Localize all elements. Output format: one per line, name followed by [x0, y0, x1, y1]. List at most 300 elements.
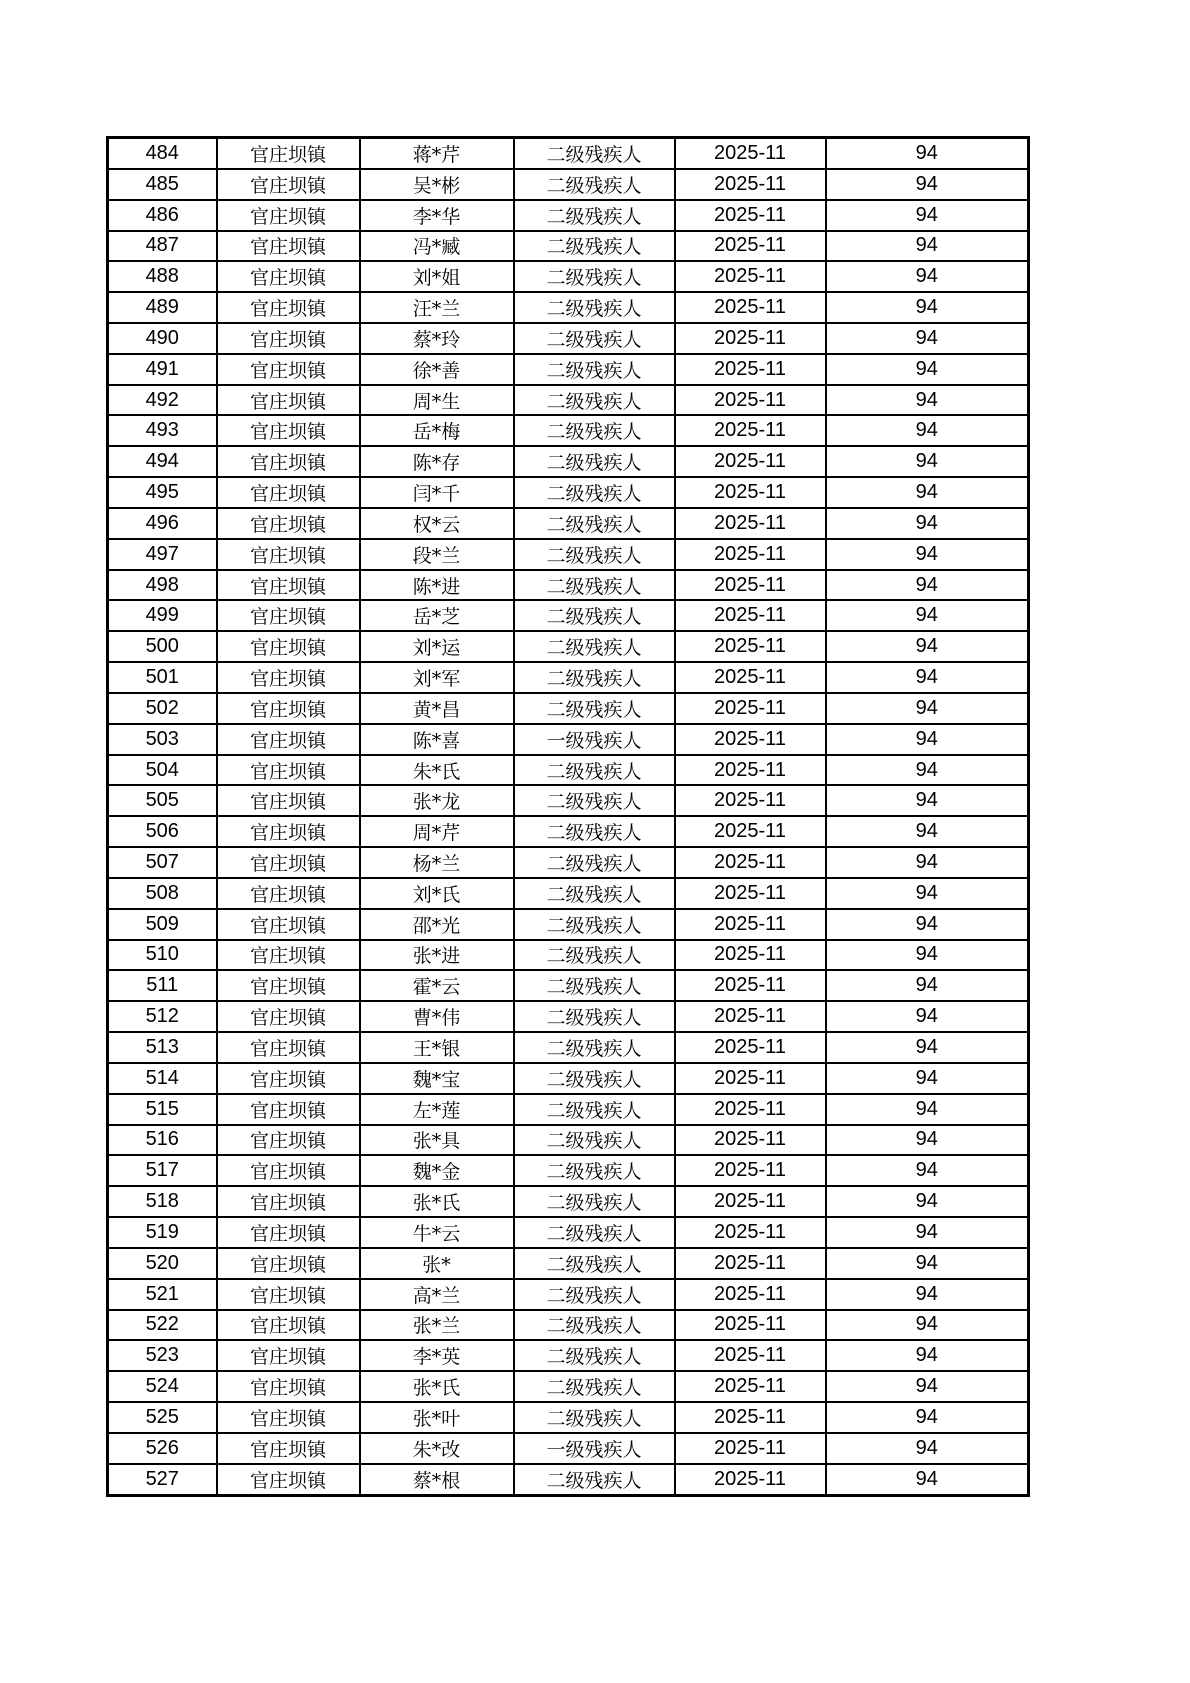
- cell-amount: 94: [826, 354, 1029, 385]
- cell-amount: 94: [826, 878, 1029, 909]
- cell-amount: 94: [826, 292, 1029, 323]
- table-row: [108, 1433, 1029, 1464]
- cell-category: 二级残疾人: [514, 1155, 675, 1186]
- table-row: [108, 1402, 1029, 1433]
- cell-town: 官庄坝镇: [217, 354, 360, 385]
- cell-category: 二级残疾人: [514, 169, 675, 200]
- cell-name: 刘*运: [360, 631, 514, 662]
- cell-category: 二级残疾人: [514, 1402, 675, 1433]
- cell-month: 2025-11: [675, 1340, 826, 1371]
- cell-no: 515: [108, 1094, 217, 1125]
- table-row: [108, 970, 1029, 1001]
- cell-amount: 94: [826, 1125, 1029, 1156]
- cell-amount: 94: [826, 1464, 1029, 1496]
- cell-name: 岳*芝: [360, 600, 514, 631]
- cell-month: 2025-11: [675, 539, 826, 570]
- cell-category: 二级残疾人: [514, 1217, 675, 1248]
- cell-month: 2025-11: [675, 662, 826, 693]
- cell-name: 段*兰: [360, 539, 514, 570]
- cell-category: 二级残疾人: [514, 539, 675, 570]
- cell-town: 官庄坝镇: [217, 755, 360, 786]
- cell-amount: 94: [826, 693, 1029, 724]
- cell-town: 官庄坝镇: [217, 477, 360, 508]
- table-row: [108, 169, 1029, 200]
- cell-name: 权*云: [360, 508, 514, 539]
- cell-no: 489: [108, 292, 217, 323]
- cell-category: 二级残疾人: [514, 1340, 675, 1371]
- table-row: [108, 1310, 1029, 1341]
- cell-month: 2025-11: [675, 1371, 826, 1402]
- cell-town: 官庄坝镇: [217, 1125, 360, 1156]
- cell-month: 2025-11: [675, 1248, 826, 1279]
- cell-month: 2025-11: [675, 1186, 826, 1217]
- cell-no: 490: [108, 323, 217, 354]
- cell-town: 官庄坝镇: [217, 169, 360, 200]
- cell-category: 二级残疾人: [514, 1125, 675, 1156]
- table-row: [108, 1371, 1029, 1402]
- cell-name: 蒋*芹: [360, 138, 514, 169]
- cell-no: 496: [108, 508, 217, 539]
- table-row: [108, 1340, 1029, 1371]
- cell-town: 官庄坝镇: [217, 323, 360, 354]
- cell-month: 2025-11: [675, 909, 826, 940]
- cell-amount: 94: [826, 1402, 1029, 1433]
- cell-name: 蔡*根: [360, 1464, 514, 1496]
- cell-name: 周*芹: [360, 816, 514, 847]
- cell-no: 493: [108, 415, 217, 446]
- cell-no: 486: [108, 200, 217, 231]
- cell-name: 陈*存: [360, 446, 514, 477]
- cell-month: 2025-11: [675, 1464, 826, 1496]
- cell-no: 525: [108, 1402, 217, 1433]
- table-row: [108, 693, 1029, 724]
- cell-name: 张*: [360, 1248, 514, 1279]
- table-row: [108, 631, 1029, 662]
- cell-name: 闫*千: [360, 477, 514, 508]
- cell-month: 2025-11: [675, 323, 826, 354]
- cell-amount: 94: [826, 1032, 1029, 1063]
- cell-town: 官庄坝镇: [217, 1217, 360, 1248]
- cell-amount: 94: [826, 724, 1029, 755]
- cell-month: 2025-11: [675, 477, 826, 508]
- cell-category: 二级残疾人: [514, 323, 675, 354]
- table-row: [108, 570, 1029, 601]
- cell-no: 495: [108, 477, 217, 508]
- cell-name: 杨*兰: [360, 847, 514, 878]
- cell-name: 张*具: [360, 1125, 514, 1156]
- cell-category: 二级残疾人: [514, 662, 675, 693]
- cell-no: 501: [108, 662, 217, 693]
- cell-name: 李*华: [360, 200, 514, 231]
- table-row: [108, 261, 1029, 292]
- cell-month: 2025-11: [675, 600, 826, 631]
- cell-amount: 94: [826, 1371, 1029, 1402]
- table-row: [108, 1001, 1029, 1032]
- table-row: [108, 1063, 1029, 1094]
- table-row: [108, 1155, 1029, 1186]
- cell-town: 官庄坝镇: [217, 878, 360, 909]
- cell-category: 二级残疾人: [514, 508, 675, 539]
- cell-amount: 94: [826, 816, 1029, 847]
- cell-town: 官庄坝镇: [217, 600, 360, 631]
- cell-name: 张*叶: [360, 1402, 514, 1433]
- cell-month: 2025-11: [675, 693, 826, 724]
- cell-name: 刘*姐: [360, 261, 514, 292]
- cell-town: 官庄坝镇: [217, 1094, 360, 1125]
- cell-category: 二级残疾人: [514, 1464, 675, 1496]
- cell-category: 二级残疾人: [514, 1001, 675, 1032]
- cell-month: 2025-11: [675, 755, 826, 786]
- cell-amount: 94: [826, 138, 1029, 169]
- cell-category: 二级残疾人: [514, 1371, 675, 1402]
- table-row: [108, 816, 1029, 847]
- cell-amount: 94: [826, 970, 1029, 1001]
- table-row: [108, 323, 1029, 354]
- cell-month: 2025-11: [675, 1125, 826, 1156]
- cell-month: 2025-11: [675, 970, 826, 1001]
- cell-town: 官庄坝镇: [217, 1464, 360, 1496]
- cell-category: 二级残疾人: [514, 354, 675, 385]
- cell-month: 2025-11: [675, 816, 826, 847]
- cell-town: 官庄坝镇: [217, 138, 360, 169]
- table-row: [108, 1186, 1029, 1217]
- cell-month: 2025-11: [675, 570, 826, 601]
- table-row: [108, 1464, 1029, 1496]
- cell-category: 二级残疾人: [514, 385, 675, 416]
- cell-name: 刘*氏: [360, 878, 514, 909]
- cell-town: 官庄坝镇: [217, 693, 360, 724]
- cell-town: 官庄坝镇: [217, 816, 360, 847]
- cell-no: 512: [108, 1001, 217, 1032]
- cell-category: 二级残疾人: [514, 200, 675, 231]
- cell-name: 蔡*玲: [360, 323, 514, 354]
- cell-name: 徐*善: [360, 354, 514, 385]
- table-row: [108, 446, 1029, 477]
- cell-no: 509: [108, 909, 217, 940]
- cell-month: 2025-11: [675, 1402, 826, 1433]
- cell-name: 张*氏: [360, 1371, 514, 1402]
- cell-name: 冯*臧: [360, 231, 514, 262]
- cell-month: 2025-11: [675, 231, 826, 262]
- cell-town: 官庄坝镇: [217, 1433, 360, 1464]
- cell-category: 二级残疾人: [514, 415, 675, 446]
- cell-category: 二级残疾人: [514, 785, 675, 816]
- cell-town: 官庄坝镇: [217, 1340, 360, 1371]
- cell-amount: 94: [826, 600, 1029, 631]
- cell-name: 高*兰: [360, 1279, 514, 1310]
- cell-name: 牛*云: [360, 1217, 514, 1248]
- table-row: [108, 847, 1029, 878]
- cell-town: 官庄坝镇: [217, 970, 360, 1001]
- cell-town: 官庄坝镇: [217, 1279, 360, 1310]
- cell-no: 526: [108, 1433, 217, 1464]
- cell-town: 官庄坝镇: [217, 662, 360, 693]
- cell-category: 二级残疾人: [514, 970, 675, 1001]
- cell-amount: 94: [826, 662, 1029, 693]
- cell-amount: 94: [826, 1001, 1029, 1032]
- cell-month: 2025-11: [675, 261, 826, 292]
- table-row: [108, 1217, 1029, 1248]
- cell-amount: 94: [826, 1310, 1029, 1341]
- cell-amount: 94: [826, 1186, 1029, 1217]
- cell-month: 2025-11: [675, 940, 826, 971]
- cell-amount: 94: [826, 200, 1029, 231]
- table-row: [108, 909, 1029, 940]
- cell-month: 2025-11: [675, 878, 826, 909]
- cell-amount: 94: [826, 631, 1029, 662]
- cell-no: 502: [108, 693, 217, 724]
- cell-town: 官庄坝镇: [217, 200, 360, 231]
- cell-month: 2025-11: [675, 169, 826, 200]
- cell-town: 官庄坝镇: [217, 1001, 360, 1032]
- cell-category: 二级残疾人: [514, 446, 675, 477]
- cell-no: 484: [108, 138, 217, 169]
- cell-month: 2025-11: [675, 385, 826, 416]
- cell-town: 官庄坝镇: [217, 631, 360, 662]
- cell-no: 499: [108, 600, 217, 631]
- cell-amount: 94: [826, 785, 1029, 816]
- cell-month: 2025-11: [675, 1310, 826, 1341]
- cell-name: 张*进: [360, 940, 514, 971]
- cell-amount: 94: [826, 169, 1029, 200]
- cell-name: 刘*军: [360, 662, 514, 693]
- cell-category: 二级残疾人: [514, 570, 675, 601]
- cell-no: 514: [108, 1063, 217, 1094]
- cell-amount: 94: [826, 1063, 1029, 1094]
- cell-amount: 94: [826, 446, 1029, 477]
- cell-no: 505: [108, 785, 217, 816]
- cell-amount: 94: [826, 847, 1029, 878]
- cell-name: 岳*梅: [360, 415, 514, 446]
- cell-month: 2025-11: [675, 724, 826, 755]
- cell-no: 527: [108, 1464, 217, 1496]
- cell-category: 二级残疾人: [514, 847, 675, 878]
- cell-month: 2025-11: [675, 1279, 826, 1310]
- cell-category: 一级残疾人: [514, 1433, 675, 1464]
- cell-name: 周*生: [360, 385, 514, 416]
- cell-town: 官庄坝镇: [217, 1310, 360, 1341]
- cell-month: 2025-11: [675, 1155, 826, 1186]
- cell-amount: 94: [826, 909, 1029, 940]
- cell-town: 官庄坝镇: [217, 292, 360, 323]
- table-row: [108, 1032, 1029, 1063]
- cell-amount: 94: [826, 1155, 1029, 1186]
- cell-category: 二级残疾人: [514, 1310, 675, 1341]
- cell-no: 506: [108, 816, 217, 847]
- cell-amount: 94: [826, 570, 1029, 601]
- cell-amount: 94: [826, 1248, 1029, 1279]
- cell-category: 二级残疾人: [514, 600, 675, 631]
- cell-name: 邵*光: [360, 909, 514, 940]
- cell-month: 2025-11: [675, 292, 826, 323]
- cell-no: 522: [108, 1310, 217, 1341]
- cell-month: 2025-11: [675, 415, 826, 446]
- cell-no: 513: [108, 1032, 217, 1063]
- cell-month: 2025-11: [675, 1032, 826, 1063]
- cell-category: 二级残疾人: [514, 1279, 675, 1310]
- cell-town: 官庄坝镇: [217, 1032, 360, 1063]
- table-row: [108, 508, 1029, 539]
- cell-no: 524: [108, 1371, 217, 1402]
- cell-name: 魏*宝: [360, 1063, 514, 1094]
- cell-name: 汪*兰: [360, 292, 514, 323]
- cell-amount: 94: [826, 1094, 1029, 1125]
- cell-category: 二级残疾人: [514, 1248, 675, 1279]
- table-row: [108, 200, 1029, 231]
- cell-name: 魏*金: [360, 1155, 514, 1186]
- cell-category: 二级残疾人: [514, 477, 675, 508]
- cell-category: 二级残疾人: [514, 693, 675, 724]
- cell-town: 官庄坝镇: [217, 508, 360, 539]
- cell-amount: 94: [826, 508, 1029, 539]
- cell-name: 张*兰: [360, 1310, 514, 1341]
- cell-no: 517: [108, 1155, 217, 1186]
- cell-town: 官庄坝镇: [217, 261, 360, 292]
- cell-town: 官庄坝镇: [217, 909, 360, 940]
- table-row: [108, 878, 1029, 909]
- cell-category: 二级残疾人: [514, 755, 675, 786]
- table-row: [108, 385, 1029, 416]
- cell-town: 官庄坝镇: [217, 1186, 360, 1217]
- table-row: [108, 1094, 1029, 1125]
- cell-name: 左*莲: [360, 1094, 514, 1125]
- cell-town: 官庄坝镇: [217, 1402, 360, 1433]
- table-row: [108, 1125, 1029, 1156]
- cell-amount: 94: [826, 539, 1029, 570]
- cell-month: 2025-11: [675, 1094, 826, 1125]
- cell-amount: 94: [826, 323, 1029, 354]
- cell-amount: 94: [826, 1340, 1029, 1371]
- cell-amount: 94: [826, 477, 1029, 508]
- cell-amount: 94: [826, 261, 1029, 292]
- cell-category: 二级残疾人: [514, 138, 675, 169]
- cell-no: 520: [108, 1248, 217, 1279]
- cell-category: 二级残疾人: [514, 1094, 675, 1125]
- table-row: [108, 138, 1029, 169]
- table-row: [108, 1248, 1029, 1279]
- cell-month: 2025-11: [675, 1433, 826, 1464]
- cell-category: 一级残疾人: [514, 724, 675, 755]
- table-row: [108, 755, 1029, 786]
- table-row: [108, 477, 1029, 508]
- cell-town: 官庄坝镇: [217, 1063, 360, 1094]
- cell-month: 2025-11: [675, 446, 826, 477]
- cell-town: 官庄坝镇: [217, 940, 360, 971]
- cell-amount: 94: [826, 1279, 1029, 1310]
- cell-name: 黄*昌: [360, 693, 514, 724]
- cell-month: 2025-11: [675, 847, 826, 878]
- cell-amount: 94: [826, 940, 1029, 971]
- cell-month: 2025-11: [675, 1001, 826, 1032]
- cell-amount: 94: [826, 415, 1029, 446]
- cell-name: 朱*改: [360, 1433, 514, 1464]
- cell-name: 王*银: [360, 1032, 514, 1063]
- cell-town: 官庄坝镇: [217, 1248, 360, 1279]
- cell-town: 官庄坝镇: [217, 724, 360, 755]
- cell-amount: 94: [826, 385, 1029, 416]
- cell-town: 官庄坝镇: [217, 446, 360, 477]
- cell-amount: 94: [826, 1217, 1029, 1248]
- cell-month: 2025-11: [675, 508, 826, 539]
- cell-amount: 94: [826, 231, 1029, 262]
- cell-month: 2025-11: [675, 1063, 826, 1094]
- cell-category: 二级残疾人: [514, 816, 675, 847]
- cell-amount: 94: [826, 755, 1029, 786]
- cell-name: 李*英: [360, 1340, 514, 1371]
- cell-month: 2025-11: [675, 138, 826, 169]
- cell-name: 曹*伟: [360, 1001, 514, 1032]
- cell-month: 2025-11: [675, 631, 826, 662]
- cell-category: 二级残疾人: [514, 1063, 675, 1094]
- table-row: [108, 785, 1029, 816]
- cell-town: 官庄坝镇: [217, 539, 360, 570]
- table-row: [108, 724, 1029, 755]
- cell-no: 523: [108, 1340, 217, 1371]
- cell-category: 二级残疾人: [514, 261, 675, 292]
- cell-no: 504: [108, 755, 217, 786]
- cell-no: 516: [108, 1125, 217, 1156]
- cell-no: 485: [108, 169, 217, 200]
- cell-no: 508: [108, 878, 217, 909]
- cell-town: 官庄坝镇: [217, 785, 360, 816]
- cell-no: 488: [108, 261, 217, 292]
- cell-name: 张*龙: [360, 785, 514, 816]
- cell-no: 519: [108, 1217, 217, 1248]
- cell-no: 503: [108, 724, 217, 755]
- cell-name: 霍*云: [360, 970, 514, 1001]
- cell-no: 511: [108, 970, 217, 1001]
- cell-no: 498: [108, 570, 217, 601]
- table-row: [108, 354, 1029, 385]
- table-row: [108, 1279, 1029, 1310]
- cell-town: 官庄坝镇: [217, 415, 360, 446]
- table-row: [108, 940, 1029, 971]
- cell-town: 官庄坝镇: [217, 570, 360, 601]
- cell-category: 二级残疾人: [514, 940, 675, 971]
- cell-no: 497: [108, 539, 217, 570]
- cell-month: 2025-11: [675, 200, 826, 231]
- table-row: [108, 292, 1029, 323]
- cell-month: 2025-11: [675, 785, 826, 816]
- cell-no: 494: [108, 446, 217, 477]
- cell-category: 二级残疾人: [514, 231, 675, 262]
- cell-name: 陈*喜: [360, 724, 514, 755]
- table-row: [108, 231, 1029, 262]
- cell-no: 487: [108, 231, 217, 262]
- cell-town: 官庄坝镇: [217, 385, 360, 416]
- benefit-table: [106, 136, 1030, 1497]
- cell-town: 官庄坝镇: [217, 1155, 360, 1186]
- cell-amount: 94: [826, 1433, 1029, 1464]
- cell-town: 官庄坝镇: [217, 847, 360, 878]
- table-row: [108, 539, 1029, 570]
- cell-no: 492: [108, 385, 217, 416]
- cell-month: 2025-11: [675, 1217, 826, 1248]
- cell-town: 官庄坝镇: [217, 231, 360, 262]
- cell-name: 张*氏: [360, 1186, 514, 1217]
- cell-name: 陈*进: [360, 570, 514, 601]
- cell-no: 518: [108, 1186, 217, 1217]
- cell-category: 二级残疾人: [514, 631, 675, 662]
- cell-no: 507: [108, 847, 217, 878]
- cell-no: 510: [108, 940, 217, 971]
- cell-town: 官庄坝镇: [217, 1371, 360, 1402]
- cell-category: 二级残疾人: [514, 292, 675, 323]
- cell-no: 521: [108, 1279, 217, 1310]
- cell-name: 吴*彬: [360, 169, 514, 200]
- cell-name: 朱*氏: [360, 755, 514, 786]
- cell-no: 491: [108, 354, 217, 385]
